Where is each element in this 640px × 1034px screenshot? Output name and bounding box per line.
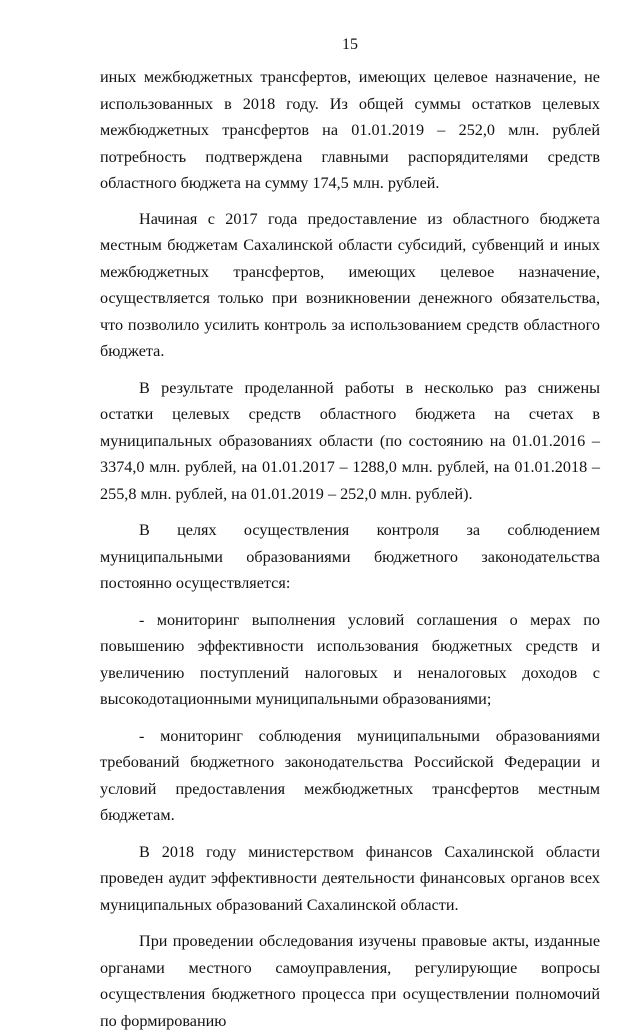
paragraph-monitoring-agreement: - мониторинг выполнения условий соглашения о мерах по повышению эффективности использования бюджетных средств и увеличению поступлений налоговых и неналоговых доходов с высокодотационными муниципальными образованиями;	[100, 610, 600, 708]
paragraph-audit-2018: В 2018 году министерством финансов Сахалинской области проведен аудит эффективности деятельности финансовых органов всех муниципальных образований Сахалинской области.	[100, 842, 600, 914]
paragraph-monitoring-compliance: - мониторинг соблюдения муниципальными образованиями требований бюджетного законодательства Российской Федерации и условий предоставления межбюджетных трансфертов местным бюджетам.	[100, 726, 600, 824]
paragraph-since-2017: Начиная с 2017 года предоставление из областного бюджета местным бюджетам Сахалинской области субсидий, субвенций и иных межбюджетных трансфертов, имеющих целевое назначение, осуществляется только при возникновении денежного обязательства, что позволило усилить контроль за использованием средств областного бюджета.	[100, 209, 600, 360]
page-number: 15	[342, 36, 358, 53]
paragraph-control-purposes: В целях осуществления контроля за соблюдением муниципальными образованиями бюджетного законодательства постоянно осуществляется:	[100, 521, 600, 592]
paragraph-inspection: При проведении обследования изучены правовые акты, изданные органами местного самоуправления, регулирующие вопросы осуществления бюджетного процесса при осуществлении полномочий по формированию	[100, 932, 600, 1030]
paragraph-results: В результате проделанной работы в несколько раз снижены остатки целевых средств областного бюджета на счетах в муниципальных образованиях области (по состоянию на 01.01.2016 – 3374,0 млн. рублей, на 01.01.2017 – 1288,0 млн. рублей, на 01.01.2018 – 255,8 млн. рублей, на 01.01.2019 – 252,0 млн. рублей).	[100, 378, 600, 503]
document-body	[100, 64, 600, 1034]
paragraph-carryover-transfers: иных межбюджетных трансфертов, имеющих целевое назначение, не использованных в 2018 году. Из общей суммы остатков целевых межбюджетных трансфертов на 01.01.2019 – 252,0 млн. рублей потребность подтверждена главными распорядителями средств областного бюджета на сумму 174,5 млн. рублей.	[100, 68, 600, 192]
